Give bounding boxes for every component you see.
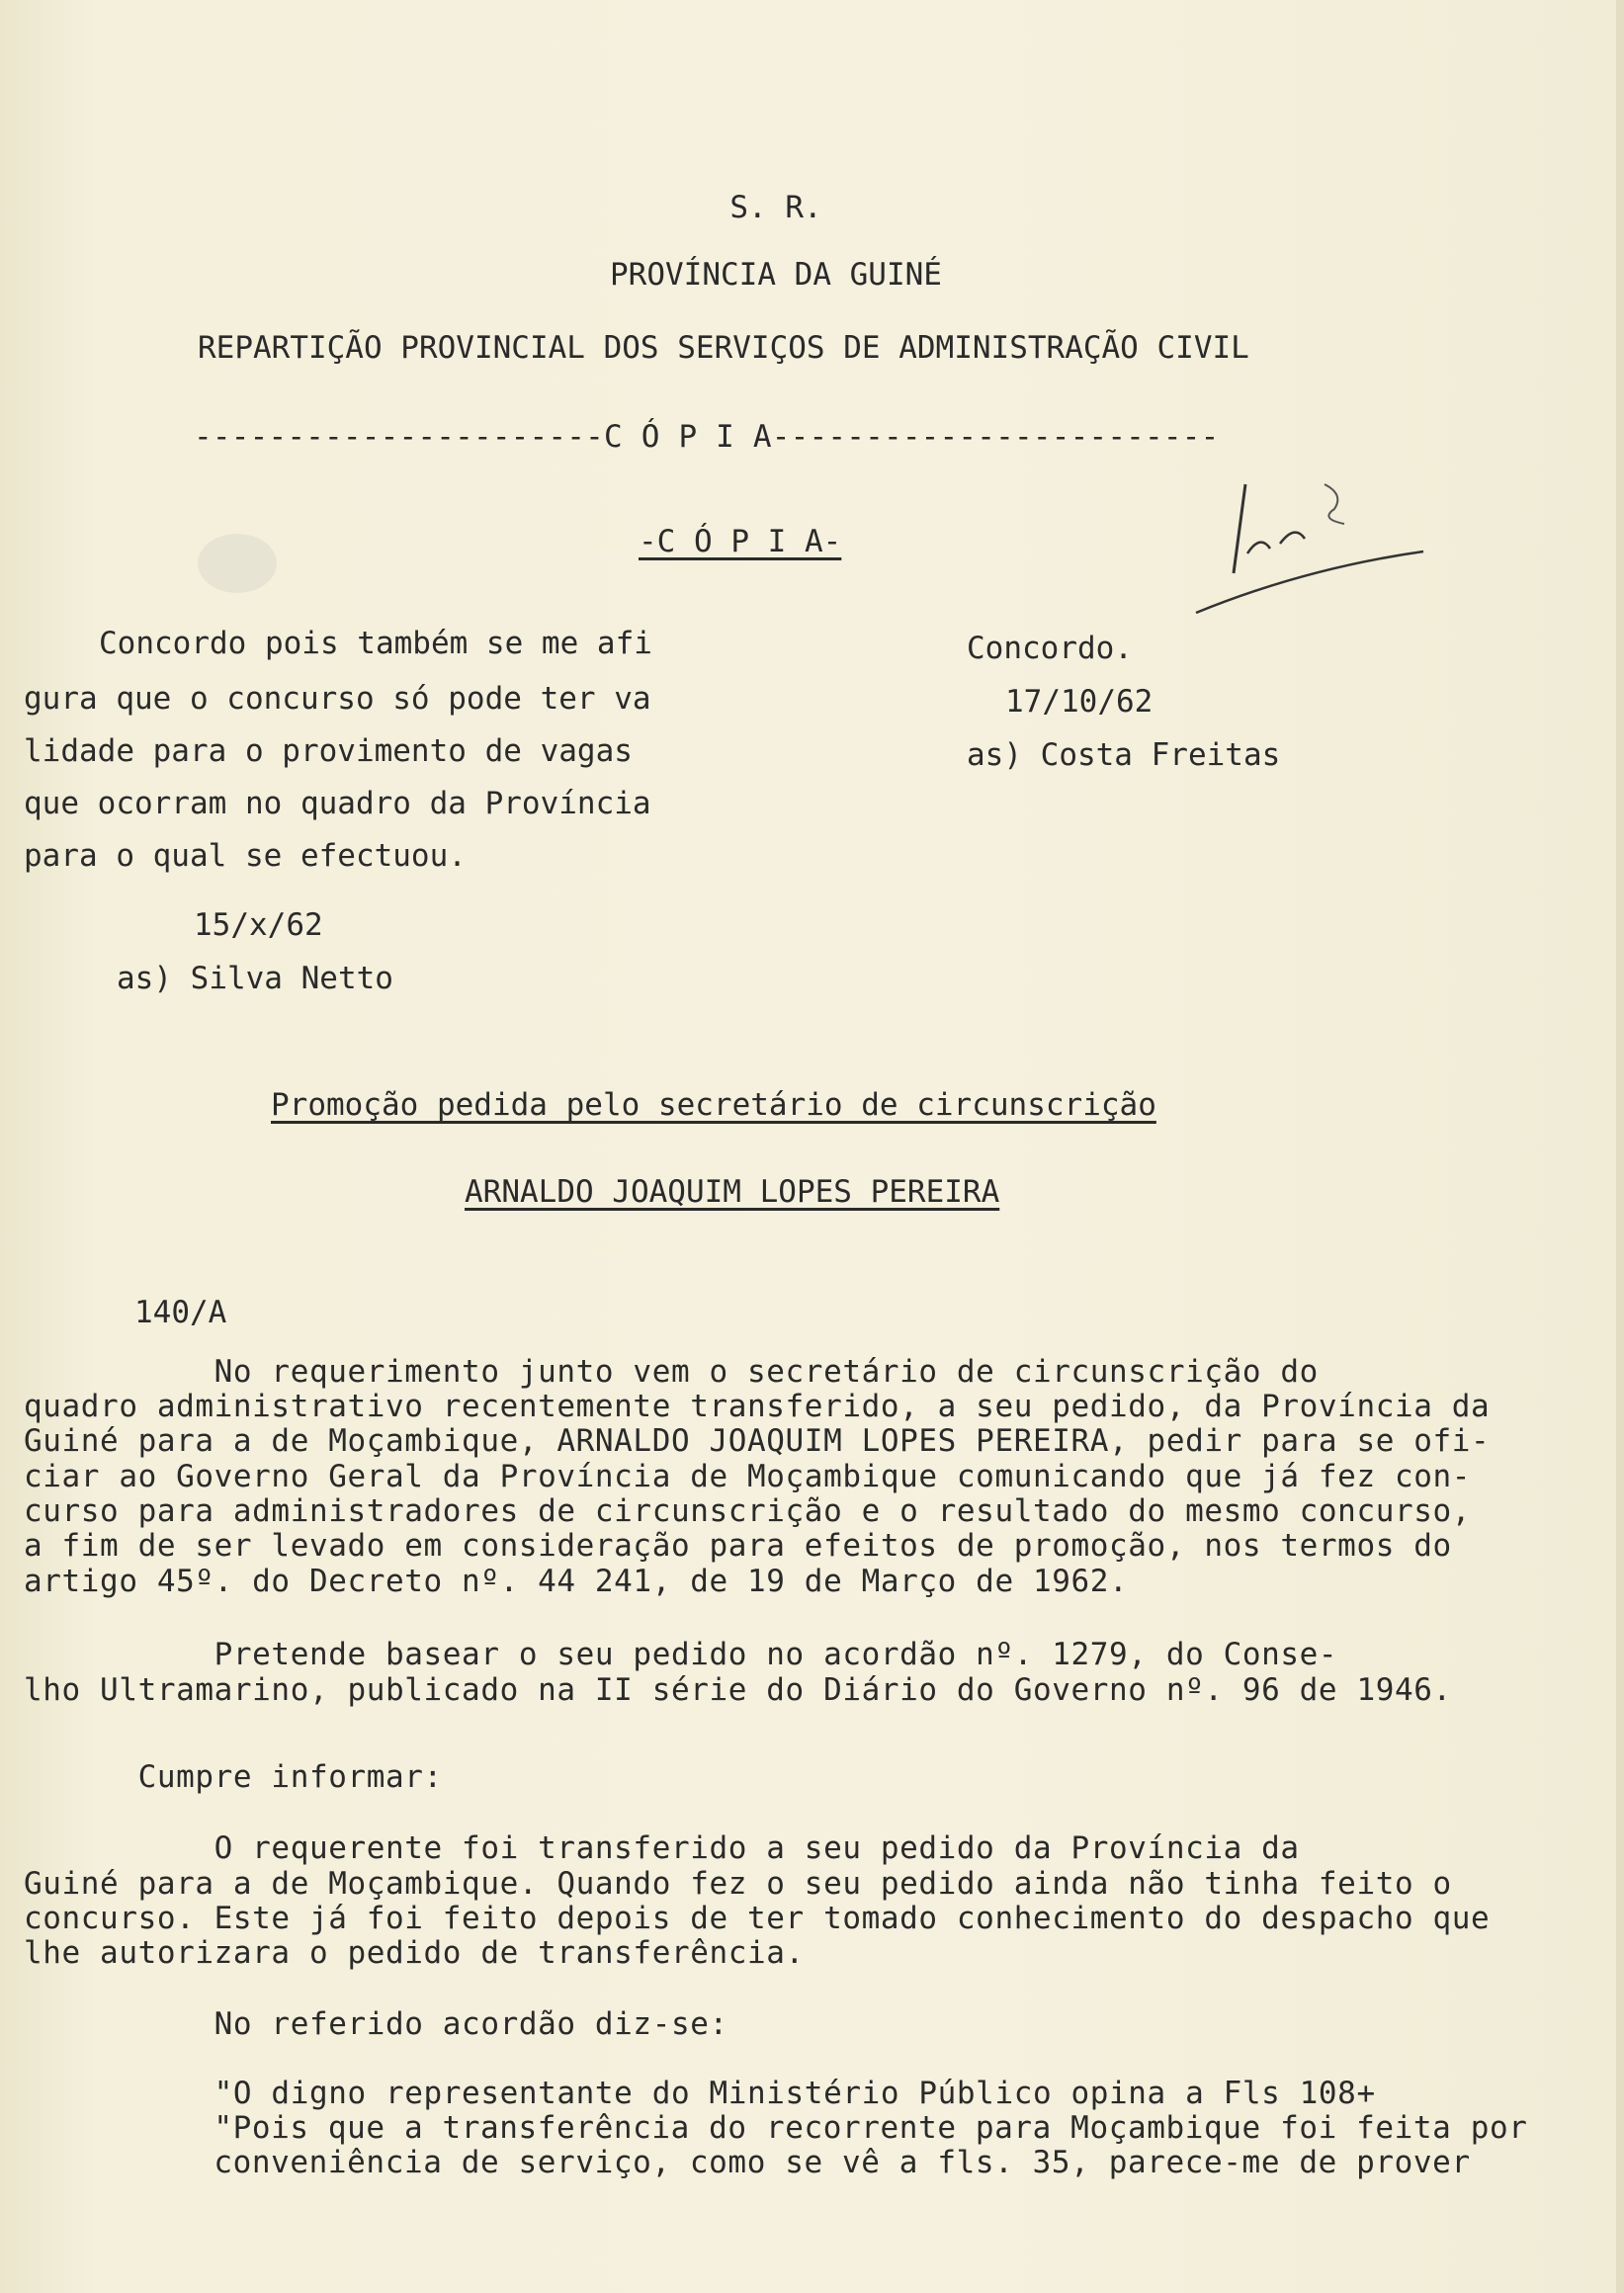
copy-rule: ----------------------C Ó P I A------------------------ — [194, 419, 1220, 455]
document-subject-name: ARNALDO JOAQUIM LOPES PEREIRA — [465, 1174, 1000, 1210]
header-province: PROVÍNCIA DA GUINÉ — [610, 257, 942, 293]
paragraph-line: conveniência de serviço, como se vê a fls. 35, parece-me de prover — [119, 2145, 1471, 2180]
paragraph-line: ciar ao Governo Geral da Província de Moçambique comunicando que já fez con- — [24, 1459, 1472, 1494]
right-note-date: 17/10/62 — [1005, 684, 1154, 720]
left-note-line: lidade para o provimento de vagas — [24, 733, 633, 769]
paragraph-line: a fim de ser levado em consideração para efeitos de promoção, nos termos do — [24, 1528, 1452, 1564]
paragraph-line: "O digno representante do Ministério Público opina a Fls 108+ — [24, 2076, 1376, 2111]
right-note-text: Concordo. — [967, 631, 1133, 666]
handwritten-initials-icon — [1186, 465, 1443, 633]
left-note-line: gura que o concurso só pode ter va — [24, 681, 651, 717]
stain — [198, 534, 277, 593]
left-note-line: que ocorram no quadro da Província — [24, 786, 651, 821]
paragraph-line: concurso. Este já foi feito depois de ter tomado conhecimento do despacho que — [24, 1901, 1491, 1936]
paragraph-line: quadro administrativo recentemente transferido, a seu pedido, da Província da — [24, 1389, 1491, 1424]
paragraph-line: Guiné para a de Moçambique, ARNALDO JOAQUIM LOPES PEREIRA, pedir para se ofi- — [24, 1423, 1491, 1459]
page-edge — [1616, 0, 1624, 2293]
paragraph-line: Pretende basear o seu pedido no acordão nº. 1279, do Conse- — [24, 1637, 1338, 1672]
paragraph-line: Cumpre informar: — [24, 1759, 443, 1795]
paragraph-line: "Pois que a transferência do recorrente para Moçambique foi feita por — [119, 2110, 1528, 2146]
copy-label: -C Ó P I A- — [639, 524, 842, 559]
header-department: REPARTIÇÃO PROVINCIAL DOS SERVIÇOS DE ADMINISTRAÇÃO CIVIL — [198, 330, 1249, 366]
paragraph-line: Guiné para a de Moçambique. Quando fez o seu pedido ainda não tinha feito o — [24, 1866, 1452, 1902]
left-note-line: para o qual se efectuou. — [24, 838, 467, 874]
paragraph-line: lho Ultramarino, publicado na II série do Diário do Governo nº. 96 de 1946. — [24, 1672, 1452, 1708]
left-note-date: 15/x/62 — [194, 907, 323, 943]
right-note-signature: as) Costa Freitas — [967, 737, 1281, 773]
left-note-signature: as) Silva Netto — [117, 961, 393, 996]
header-sr: S. R. — [729, 190, 822, 225]
paragraph-line: curso para administradores de circunscrição e o resultado do mesmo concurso, — [24, 1493, 1472, 1529]
reference-number: 140/A — [134, 1295, 227, 1330]
left-note-line: Concordo pois também se me afi — [99, 626, 652, 661]
paragraph-line: No referido acordão diz-se: — [24, 2006, 728, 2042]
paragraph-line: lhe autorizara o pedido de transferência. — [24, 1935, 805, 1971]
paragraph-line: O requerente foi transferido a seu pedido da Província da — [24, 1830, 1300, 1866]
paragraph-line: artigo 45º. do Decreto nº. 44 241, de 19 de Março de 1962. — [24, 1564, 1129, 1599]
document-title: Promoção pedida pelo secretário de circunscrição — [271, 1087, 1156, 1123]
paragraph-line: No requerimento junto vem o secretário de circunscrição do — [24, 1354, 1319, 1390]
